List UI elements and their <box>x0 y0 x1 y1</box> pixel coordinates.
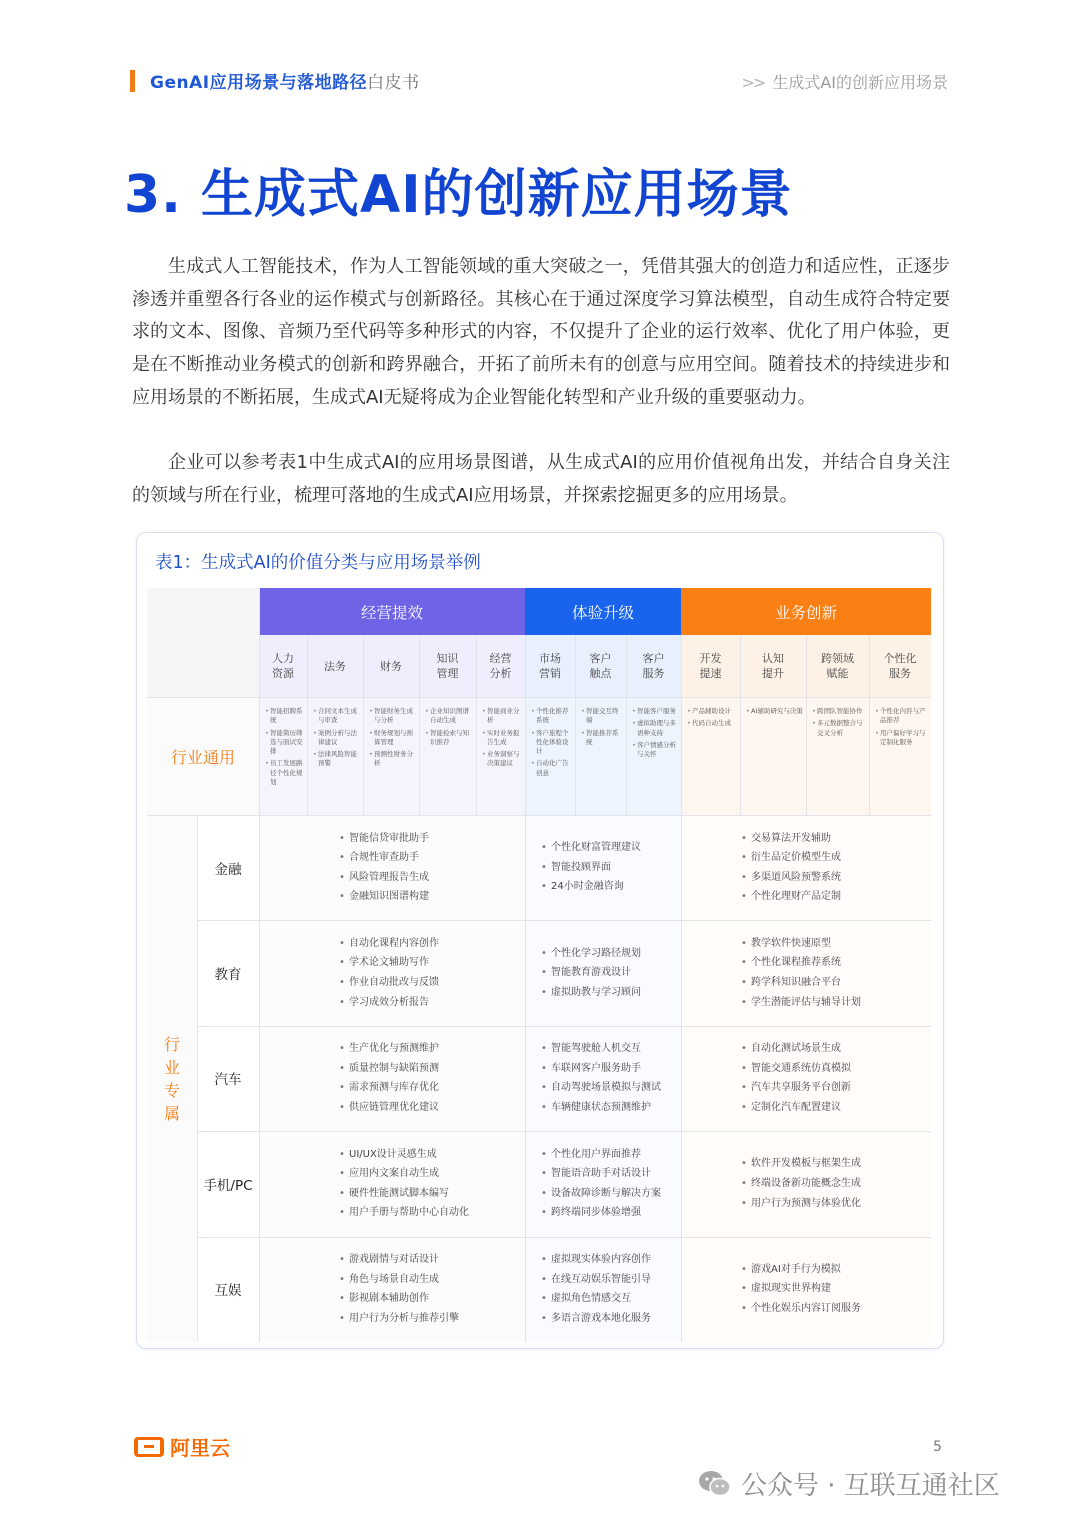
scenario-item: • 学术论文辅助写作 <box>339 953 439 973</box>
subcategory-header: 知识 管理 <box>419 635 476 697</box>
scenario-item: • 自动驾驶场景模拟与测试 <box>541 1078 661 1098</box>
watermark: 公众号 · 互联互通社区 <box>697 1465 1000 1502</box>
general-scenario-cell <box>419 697 476 815</box>
scenario-item: • 案例分析与法律建议 <box>313 729 361 748</box>
scenario-item: • 设备故障诊断与解决方案 <box>541 1184 661 1204</box>
scenario-item: • 个性化理财产品定制 <box>741 887 841 907</box>
page-title: 3. 生成式AI的创新应用场景 <box>124 165 793 225</box>
scenario-item: • 自动化测试场景生成 <box>741 1039 851 1059</box>
grid-line <box>681 815 682 1342</box>
industry-scenario-cell <box>525 1026 681 1131</box>
scenario-item: • 客户情感分析与关怀 <box>632 741 679 760</box>
general-scenario-cell <box>806 697 869 815</box>
grid-line <box>147 815 931 816</box>
industry-scenario-cell <box>259 1026 525 1131</box>
scenario-item: • 个性化内容与产品推荐 <box>875 707 929 726</box>
scenario-item: • 实时业务报告生成 <box>482 729 523 748</box>
grid-line <box>626 635 627 815</box>
subcategory-header: 开发 提速 <box>681 635 740 697</box>
grid-line <box>525 635 526 815</box>
scenario-item: • 智能投顾界面 <box>541 858 641 878</box>
scenario-item: • 生产优化与预测维护 <box>339 1039 439 1059</box>
scenario-item: • 产品辅助设计 <box>687 707 738 716</box>
subcategory-header: 认知 提升 <box>740 635 806 697</box>
grid-line <box>147 697 931 698</box>
table-corner <box>147 588 259 697</box>
scenario-item: • 质量控制与缺陷预测 <box>339 1059 439 1079</box>
scenario-item: • 在线互动娱乐智能引导 <box>541 1270 651 1290</box>
scenario-item: • 智能简历筛选与面试安排 <box>265 729 305 757</box>
grid-line <box>806 635 807 815</box>
scenario-item: • 用户行为预测与体验优化 <box>741 1194 861 1214</box>
grid-line <box>681 635 682 815</box>
scenario-item: • 智能客户服务 <box>632 707 679 716</box>
chevron-double-right-icon: >> <box>741 73 765 92</box>
scenario-item: • 角色与场景自动生成 <box>339 1270 459 1290</box>
scenario-item: • 智能教育游戏设计 <box>541 963 641 983</box>
scenario-item: • 用户手册与帮助中心自动化 <box>339 1203 469 1223</box>
scenario-item: • 需求预测与库存优化 <box>339 1078 439 1098</box>
header-section: >> 生成式AI的创新应用场景 <box>741 73 948 92</box>
general-row-label: 行业通用 <box>147 697 259 815</box>
scenario-item: • 财务规划与预算管理 <box>369 729 417 748</box>
body-paragraph-2: 企业可以参考表1中生成式AI的应用场景图谱，从生成式AI的应用价值视角出发，并结合自身关注的领域与所在行业，梳理可落地的生成式AI应用场景，并探索挖掘更多的应用场景。 <box>132 452 950 506</box>
industry-label-char: 业 <box>163 1057 180 1077</box>
subcategory-header: 个性化 服务 <box>869 635 931 697</box>
scenario-item: • 硬件性能测试脚本编写 <box>339 1184 469 1204</box>
industry-scenario-cell <box>525 1237 681 1342</box>
grid-line <box>740 635 741 815</box>
scenario-item: • 智能信贷审批助手 <box>339 829 429 849</box>
grid-line <box>525 815 526 1342</box>
page-number: 5 <box>933 1439 942 1455</box>
group-header-ops: 经营提效 <box>259 588 525 635</box>
industry-scenario-cell <box>259 1131 525 1236</box>
wechat-icon <box>697 1469 733 1499</box>
scenario-item: • 多元数据整合与交叉分析 <box>812 719 867 738</box>
scenario-item: • 作业自动批改与反馈 <box>339 973 439 993</box>
general-scenario-cell <box>681 697 740 815</box>
subcategory-header: 人力 资源 <box>259 635 307 697</box>
scenario-item: • 24小时金融咨询 <box>541 877 641 897</box>
scenario-item: • 个性化财富管理建议 <box>541 838 641 858</box>
general-scenario-cell <box>575 697 626 815</box>
grid-line <box>575 635 576 815</box>
grid-line <box>259 588 260 1342</box>
industry-scenario-cell <box>525 815 681 920</box>
grid-line <box>197 1131 931 1132</box>
scenario-item: • 应用内文案自动生成 <box>339 1164 469 1184</box>
general-scenario-cell <box>740 697 806 815</box>
scenario-item: • 法律风险智能预警 <box>313 750 361 769</box>
industry-scenario-cell <box>681 920 931 1025</box>
scenario-table <box>147 585 935 1339</box>
scenario-item: • 定制化汽车配置建议 <box>741 1098 851 1118</box>
scenario-item: • 游戏剧情与对话设计 <box>339 1250 459 1270</box>
scenario-item: • 员工发展路径个性化规划 <box>265 759 305 787</box>
grid-line <box>197 1026 931 1027</box>
scenario-item: • 供应链管理优化建议 <box>339 1098 439 1118</box>
scenario-item: • 智能交互终端 <box>581 707 624 726</box>
scenario-item: • 虚拟角色情感交互 <box>541 1289 651 1309</box>
industry-scenario-cell <box>681 815 931 920</box>
aliyun-logo: 阿里云 <box>134 1432 230 1461</box>
industry-scenario-cell <box>681 1026 931 1131</box>
scenario-item: • 个性化推荐系统 <box>531 707 573 726</box>
grid-line <box>197 815 198 1342</box>
scenario-item: • UI/UX设计灵感生成 <box>339 1145 469 1165</box>
scenario-item: • 智能商业分析 <box>482 707 523 726</box>
scenario-item: • 汽车共享服务平台创新 <box>741 1078 851 1098</box>
industry-scenario-cell <box>525 920 681 1025</box>
scenario-item: • 智能驾驶舱人机交互 <box>541 1039 661 1059</box>
industry-scenario-cell <box>259 815 525 920</box>
grid-line <box>419 635 420 815</box>
industry-name: 金融 <box>214 861 242 878</box>
table-caption: 表1：生成式AI的价值分类与应用场景举例 <box>155 553 481 573</box>
industry-name: 汽车 <box>214 1072 242 1089</box>
scenario-item: • 跨团队智能协作 <box>812 707 867 716</box>
scenario-item: • 学习成效分析报告 <box>339 993 439 1013</box>
scenario-item: • 自动化广告创意 <box>531 759 573 778</box>
industry-scenario-cell <box>259 1237 525 1342</box>
scenario-item: • 个性化学习路径规划 <box>541 944 641 964</box>
general-scenario-cell <box>476 697 525 815</box>
scenario-item: • 预测性财务分析 <box>369 750 417 769</box>
scenario-item: • 终端设备新功能概念生成 <box>741 1174 861 1194</box>
scenario-item: • 智能财务生成与分析 <box>369 707 417 726</box>
scenario-item: • 虚拟现实体验内容创作 <box>541 1250 651 1270</box>
subcategory-header: 财务 <box>363 635 419 697</box>
scenario-item: • 交易算法开发辅助 <box>741 829 841 849</box>
scenario-item: • 车联网客户服务助手 <box>541 1059 661 1079</box>
scenario-item: • 智能检索与知识推荐 <box>425 729 474 748</box>
grid-line <box>197 1237 931 1238</box>
scenario-item: • 软件开发模板与框架生成 <box>741 1154 861 1174</box>
scenario-item: • 衍生品定价模型生成 <box>741 848 841 868</box>
scenario-item: • 金融知识图谱构建 <box>339 887 429 907</box>
scenario-item: • 跨学科知识融合平台 <box>741 973 861 993</box>
scenario-item: • 合规性审查助手 <box>339 848 429 868</box>
scenario-item: • 业务洞察与决策建议 <box>482 750 523 769</box>
scenario-item: • 用户行为分析与推荐引擎 <box>339 1309 459 1329</box>
subcategory-header: 市场 营销 <box>525 635 575 697</box>
industry-row-label <box>147 815 197 1342</box>
header-accent-bar <box>130 70 135 92</box>
scenario-item: • 个性化娱乐内容订阅服务 <box>741 1299 861 1319</box>
group-header-inn: 业务创新 <box>681 588 931 635</box>
general-scenario-cell <box>525 697 575 815</box>
scenario-item: • 企业知识图谱自动生成 <box>425 707 474 726</box>
scenario-item: • 代码自动生成 <box>687 719 738 728</box>
scenario-item: • AI辅助研究与决策 <box>746 707 804 716</box>
table-card <box>136 532 944 1349</box>
grid-line <box>197 920 931 921</box>
scenario-item: • 虚拟现实世界构建 <box>741 1279 861 1299</box>
industry-name: 手机/PC <box>203 1177 253 1194</box>
industry-label-char: 专 <box>163 1080 180 1100</box>
body-paragraph-1: 生成式人工智能技术，作为人工智能领域的重大突破之一，凭借其强大的创造力和适应性，正逐步渗透并重塑各行各业的运作模式与创新路径。其核心在于通过深度学习算法模型，自动生成符合特定要求的文本、图像、音频乃至代码等多种形式的内容，不仅提升了企业的运行效率、优化了用户体验，更是在不断推动业务模式的创新和跨界融合，开拓了前所未有的创意与应用空间。随着技术的持续进步和应用场景的不断拓展，生成式AI无疑将成为企业智能化转型和产业升级的重要驱动力。 <box>132 256 950 408</box>
scenario-item: • 智能语音助手对话设计 <box>541 1164 661 1184</box>
scenario-item: • 学生潜能评估与辅导计划 <box>741 993 861 1013</box>
scenario-item: • 个性化课程推荐系统 <box>741 953 861 973</box>
scenario-item: • 虚拟助理与多语种支持 <box>632 719 679 738</box>
scenario-item: • 游戏AI对手行为模拟 <box>741 1260 861 1280</box>
general-scenario-cell <box>363 697 419 815</box>
general-scenario-cell <box>259 697 307 815</box>
industry-name: 教育 <box>214 967 242 984</box>
industry-scenario-cell <box>681 1237 931 1342</box>
scenario-item: • 车辆健康状态预测维护 <box>541 1098 661 1118</box>
scenario-item: • 用户偏好学习与定制化服务 <box>875 729 929 748</box>
industry-name: 互娱 <box>214 1283 242 1300</box>
scenario-item: • 智能招聘系统 <box>265 707 305 726</box>
subcategory-header: 客户 服务 <box>626 635 681 697</box>
subcategory-header: 客户 触点 <box>575 635 626 697</box>
grid-line <box>363 635 364 815</box>
scenario-item: • 虚拟助教与学习顾问 <box>541 983 641 1003</box>
industry-label-char: 属 <box>163 1103 180 1123</box>
general-scenario-cell <box>869 697 931 815</box>
grid-line <box>869 635 870 815</box>
scenario-item: • 多渠道风险预警系统 <box>741 868 841 888</box>
header-doc-title: GenAI应用场景与落地路径白皮书 <box>150 73 420 93</box>
industry-scenario-cell <box>525 1131 681 1236</box>
subcategory-header: 跨领域 赋能 <box>806 635 869 697</box>
general-scenario-cell <box>307 697 363 815</box>
scenario-item: • 客户旅程个性化体验设计 <box>531 729 573 757</box>
subcategory-header: 法务 <box>307 635 363 697</box>
scenario-item: • 风险管理报告生成 <box>339 868 429 888</box>
scenario-item: • 个性化用户界面推荐 <box>541 1145 661 1165</box>
scenario-item: • 智能交通系统仿真模拟 <box>741 1059 851 1079</box>
scenario-item: • 合同文本生成与审查 <box>313 707 361 726</box>
scenario-item: • 自动化课程内容创作 <box>339 934 439 954</box>
scenario-item: • 多语言游戏本地化服务 <box>541 1309 651 1329</box>
aliyun-logo-icon <box>134 1437 164 1457</box>
grid-line <box>307 635 308 815</box>
industry-scenario-cell <box>681 1131 931 1236</box>
subcategory-header: 经营 分析 <box>476 635 525 697</box>
scenario-item: • 影视剧本辅助创作 <box>339 1289 459 1309</box>
industry-label-char: 行 <box>163 1034 180 1054</box>
scenario-item: • 跨终端同步体验增强 <box>541 1203 661 1223</box>
scenario-item: • 智能推荐系统 <box>581 729 624 748</box>
general-scenario-cell <box>626 697 681 815</box>
scenario-item: • 教学软件快速原型 <box>741 934 861 954</box>
grid-line <box>476 635 477 815</box>
industry-scenario-cell <box>259 920 525 1025</box>
group-header-exp: 体验升级 <box>525 588 681 635</box>
